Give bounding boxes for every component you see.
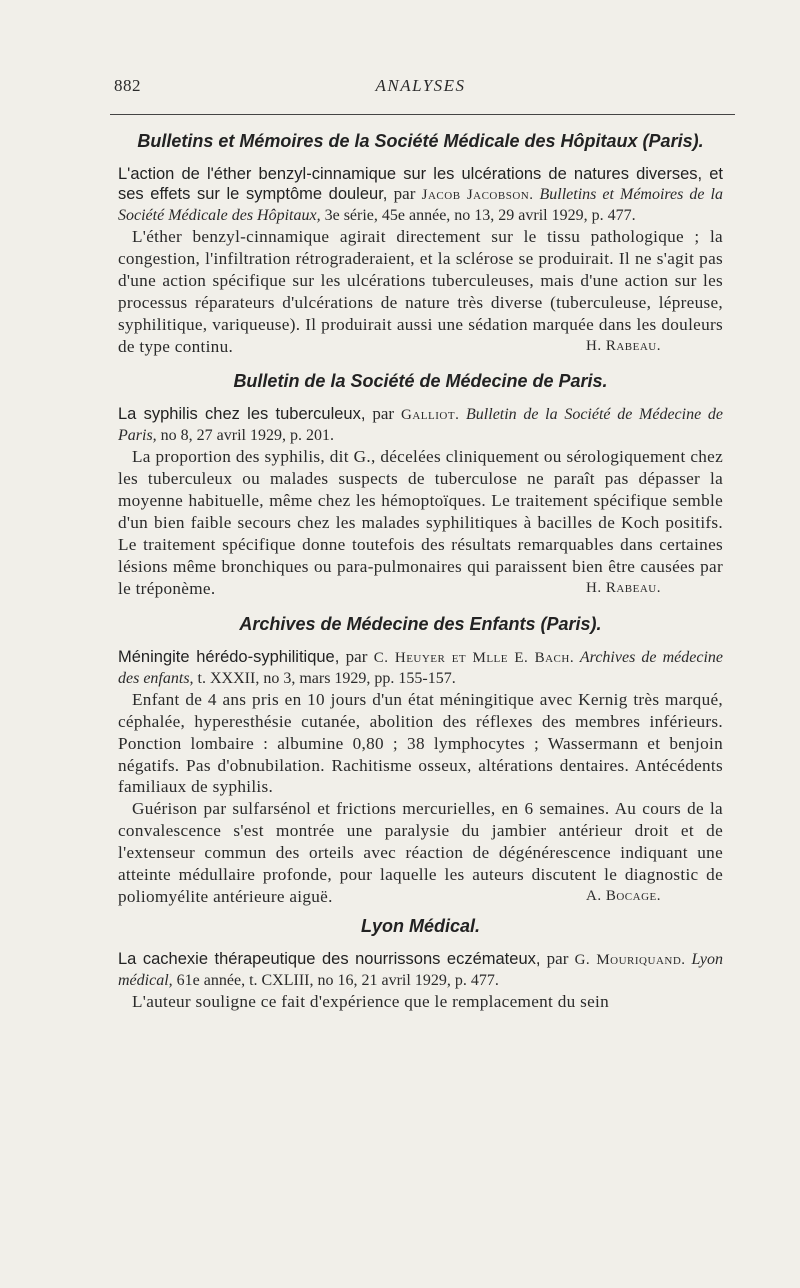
source: Bulletins et Mémoires de la Société Médicale des Hôpitaux, <box>118 186 723 224</box>
abstract-body <box>118 226 723 357</box>
signature: H. Rabeau. <box>586 337 661 354</box>
abstract-text: La proportion des syphilis, dit G., décelées cliniquement ou sérologiquement chez les tuberculeux ou malades suspects de tuberculose ne paraît pas dépasser la moyenne habituelle, même chez les hémoptoïques. Le traitement spécifique semble d'un bien faible secours chez les malades syphilitiques à bacilles de Koch positifs. Le traitement spécifique donne toutefois des résultats remarquables dans certaines lésions même bronchiques ou para-pulmonaires qui paraissent bien être causées par le tréponème. <box>118 447 723 598</box>
header-rule <box>110 114 735 115</box>
authors: Jacob Jacobson. <box>421 187 534 203</box>
abstract-text: Guérison par sulfarsénol et frictions mercurielles, en 6 semaines. Au cours de la convalescence s'est montrée une paralysie du jambier antérieur droit et de l'extenseur commun des orteils avec réaction de dégénérescence indiquant une atteinte médullaire profonde, pour laquelle les auteurs discutent le diagnostic de poliomyélite antérieure aiguë. <box>118 799 723 906</box>
journal-title: Lyon Médical. <box>360 915 481 936</box>
journal-title: Bulletins et Mémoires de la Société Médicale des Hôpitaux (Paris). <box>137 131 704 151</box>
abstract-body-continued <box>118 798 723 908</box>
source: Archives de médecine des enfants, <box>118 648 724 687</box>
article-title: La syphilis chez les tuberculeux, <box>118 405 366 424</box>
by-word: par <box>365 404 402 424</box>
by-word: par <box>339 646 374 666</box>
reference: t. XXXII, no 3, mars 1929, pp. 155-157. <box>193 669 456 687</box>
source: Bulletin de la Société de Médecine de Paris, <box>118 406 723 445</box>
reference: 3e série, 45e année, no 13, 29 avril 1929, p. 477. <box>320 207 636 224</box>
source: Lyon médical, <box>118 950 723 989</box>
article-title: L'action de l'éther benzyl-cinnamique sur les ulcérations de natures diverses, et ses effets sur le symptôme douleur, <box>118 165 723 203</box>
abstract-text: L'éther benzyl-cinnamique agirait directement sur le tissu pathologique ; la congestion, l'infiltration rétrograderaient, et la sclérose se produirait. Il ne s'agit pas d'une action spécifique sur les ulcérations tuberculeuses, mais d'une action sur les processus réparateurs d'ulcérations de nature très diverse (tuberculeuse, lépreuse, syphilitique, variqueuse). Il produirait aussi une sédation marquée dans les douleurs de type continu. <box>118 227 723 356</box>
journal-title: Archives de Médecine des Enfants (Paris). <box>239 613 602 634</box>
abstract-body: L'auteur souligne ce fait d'expérience que le remplacement du sein <box>132 991 609 1011</box>
running-head <box>114 76 723 102</box>
page <box>114 76 724 1013</box>
authors: G. Mouriquand. <box>574 951 686 968</box>
reference: 61e année, t. CXLIII, no 16, 21 avril 1929, p. 477. <box>172 971 499 989</box>
journal-title: Bulletin de la Société de Médecine de Paris. <box>233 371 608 392</box>
page-number: 882 <box>114 76 141 95</box>
abstract-body <box>118 446 723 599</box>
entry-heading <box>118 164 723 226</box>
authors: Galliot. <box>401 407 460 424</box>
reference: no 8, 27 avril 1929, p. 201. <box>156 427 334 445</box>
authors: C. Heuyer et Mlle E. Bach. <box>373 649 575 666</box>
by-word: par <box>387 184 422 203</box>
running-title: ANALYSES <box>375 76 466 95</box>
entry-heading <box>118 949 723 991</box>
signature: H. Rabeau. <box>586 579 661 596</box>
signature: A. Bocage. <box>586 887 661 904</box>
entry-heading <box>118 647 723 689</box>
article-title: La cachexie thérapeutique des nourrissons eczémateux, <box>118 949 541 968</box>
abstract-body: Enfant de 4 ans pris en 10 jours d'un état méningitique avec Kernig très marqué, céphalée, hyperesthésie cutanée, abolition des réflexes des membres inférieurs. Ponction lombaire : albumine 0,80 ; 38 lymphocytes ; Wassermann et benjoin négatifs. Pas d'obnubilation. Rachitisme osseux, altérations dentaires. Antécédents familiaux de syphilis. <box>118 689 723 797</box>
article-title: Méningite hérédo-syphilitique, <box>118 647 340 666</box>
by-word: par <box>540 948 575 968</box>
entry-heading <box>118 404 723 446</box>
